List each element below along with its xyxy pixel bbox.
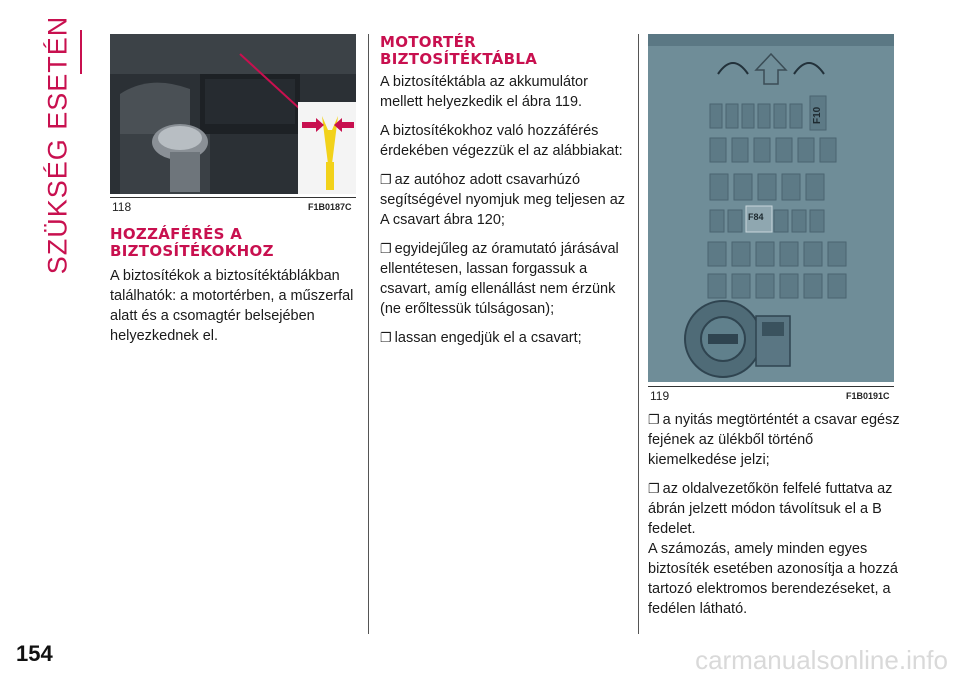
- heading-line: BIZTOSÍTÉKTÁBLA: [380, 50, 538, 68]
- figure-119-fuse-box-cover: [648, 34, 894, 382]
- chapter-side-title: [28, 15, 88, 275]
- heading-line: HOZZÁFÉRÉS A: [110, 225, 243, 243]
- fuse-label-f84: F84: [748, 212, 764, 222]
- checkbox-bullet-icon: ❐: [648, 412, 660, 427]
- engine-bay-illustration: [110, 34, 356, 194]
- fuse-label-f10: F10: [812, 106, 823, 124]
- section-1-body: [110, 266, 362, 355]
- section-heading-fuse-access: [110, 226, 274, 260]
- bullet-item: [648, 479, 900, 539]
- section-heading-engine-fuse-box: [380, 34, 537, 68]
- chapter-title-text: SZÜKSÉG ESETÉN: [42, 15, 73, 275]
- figure-caption-rule: [648, 386, 894, 387]
- heading-line: BIZTOSÍTÉKOKHOZ: [110, 242, 274, 260]
- section-2-body: [380, 72, 632, 357]
- bullet-text: az oldalvezetőkön felfelé futtatva az ábrán jelzett módon távolítsuk el a B fedelet.: [648, 481, 893, 537]
- fuse-box-illustration: [648, 34, 894, 382]
- bullet-text: lassan engedjük el a csavart;: [394, 330, 582, 346]
- column-divider: [638, 34, 639, 634]
- bullet-item: [380, 170, 632, 230]
- section-3-body: [648, 410, 900, 628]
- chapter-accent-rule: [80, 30, 82, 74]
- figure-118-engine-bay: [110, 34, 356, 194]
- figure-118-number: 118: [112, 200, 132, 214]
- figure-119-code: F1B0191C: [846, 391, 890, 401]
- page-number: 154: [16, 641, 53, 666]
- watermark-text: carmanualsonline.info: [695, 645, 948, 675]
- bullet-item: [648, 410, 900, 470]
- bullet-text: a nyitás megtörténtét a csavar egész fejének az ülékből történő kiemelkedése jelzi;: [648, 412, 900, 468]
- heading-line: MOTORTÉR: [380, 33, 476, 51]
- figure-118-code: F1B0187C: [308, 202, 352, 212]
- paragraph: A számozás, amely minden egyes biztosíték esetében azonosítja a hozzá tartozó elektromos berendezéseket, a fedélen látható.: [648, 541, 898, 617]
- bullet-item: [380, 328, 632, 348]
- checkbox-bullet-icon: ❐: [380, 172, 392, 187]
- checkbox-bullet-icon: ❐: [380, 330, 392, 345]
- paragraph: A biztosítéktábla az akkumulátor mellett helyezkedik el ábra 119.: [380, 74, 588, 110]
- bullet-item: [380, 239, 632, 319]
- checkbox-bullet-icon: ❐: [648, 481, 660, 496]
- paragraph: A biztosítékokhoz való hozzáférés érdekében végezzük el az alábbiakat:: [380, 123, 623, 159]
- bullet-text: az autóhoz adott csavarhúzó segítségével nyomjuk meg teljesen az A csavart ábra 120;: [380, 172, 626, 228]
- bullet-text: egyidejűleg az óramutató járásával ellentétesen, lassan forgassuk a csavart, amíg ellenállást nem érzünk (ne erőltessük túlságosan);: [380, 241, 619, 317]
- figure-caption-rule: [110, 197, 356, 198]
- paragraph: A biztosítékok a biztosítéktáblákban találhatók: a motortérben, a műszerfal alatt és a csomagtér belsejében helyezkednek el.: [110, 268, 354, 344]
- figure-119-number: 119: [650, 389, 670, 403]
- checkbox-bullet-icon: ❐: [380, 241, 392, 256]
- column-divider: [368, 34, 369, 634]
